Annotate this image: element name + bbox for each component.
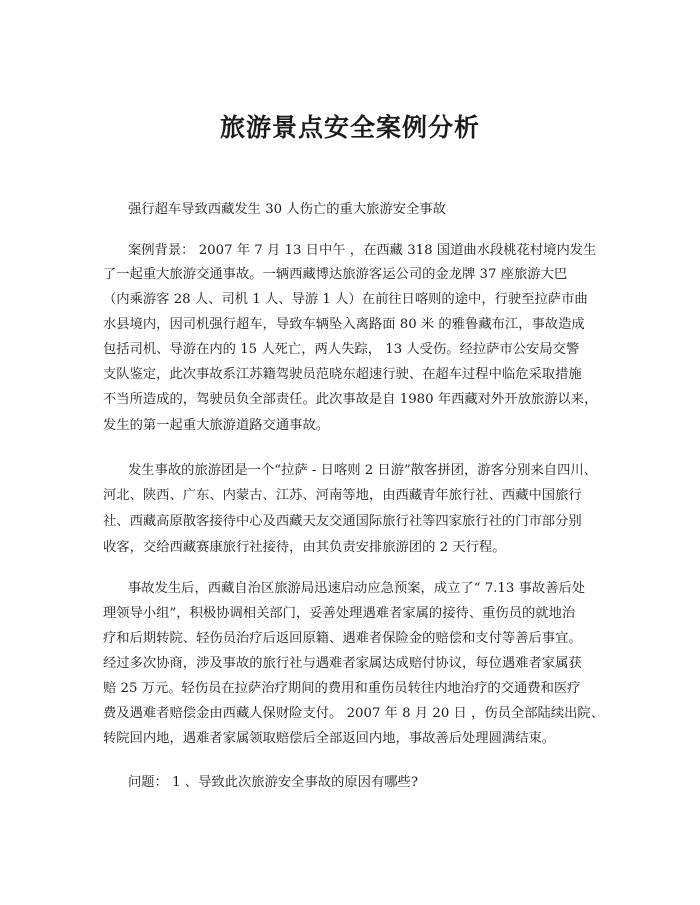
paragraph-line: （内乘游客 28 人、司机 1 人、导游 1 人）在前往日喀则的途中，行驶至拉萨市曲 [103,292,588,307]
paragraph-line: 疗和后期转院、轻伤员治疗后返回原籍、遇难者保险金的赔偿和支付等善后事宜。 [103,631,582,646]
paragraph-line: 社、西藏高原散客接待中心及西藏天友交通国际旅行社等四家旅行社的门市部分别 [103,514,582,529]
question-text: 问题： 1 、导致此次旅游安全事故的原因有哪些? [128,775,418,790]
document-title: 旅游景点安全案例分析 [219,113,480,142]
paragraph-line: 不当所造成的，驾驶员负全部责任。此次事故是自 1980 年西藏对外开放旅游以来， [103,392,598,407]
paragraph-line: 事故发生后，西藏自治区旅游局迅速启动应急预案，成立了“ 7.13 事故善后处 [128,581,586,596]
paragraph-line: 支队鉴定，此次事故系江苏籍驾驶员范晓东超速行驶、在超车过程中临危采取措施 [103,367,582,382]
paragraph-line: 包括司机、导游在内的 15 人死亡，两人失踪， 13 人受伤。经拉萨市公安局交警 [103,342,580,357]
paragraph-line: 赔 25 万元。轻伤员在拉萨治疗期间的费用和重伤员转往内地治疗的交通费和医疗 [103,681,581,696]
paragraph-line: 发生事故的旅游团是一个“拉萨 - 日喀则 2 日游”散客拼团，游客分别来自四川、 [128,463,597,478]
paragraph-line: 收客，交给西藏赛康旅行社接待，由其负责安排旅游团的 2 天行程。 [103,540,506,555]
paragraph-line: 水县境内，因司机强行超车，导致车辆坠入离路面 80 米 的雅鲁藏布江，事故造成 [103,317,585,332]
paragraph-line: 河北、陕西、广东、内蒙古、江苏、河南等地，由西藏青年旅行社、西藏中国旅行 [103,488,582,503]
paragraph-line: 了一起重大旅游交通事故。一辆西藏博达旅游客运公司的金龙牌 37 座旅游大巴 [103,267,568,282]
case-subtitle: 强行超车导致西藏发生 30 人伤亡的重大旅游安全事故 [128,202,446,217]
paragraph-line: 理领导小组”，积极协调相关部门，妥善处理遇难者家属的接待、重伤员的就地治 [103,606,576,621]
paragraph-line: 经过多次协商，涉及事故的旅行社与遇难者家属达成赔付协议，每位遇难者家属获 [103,656,582,671]
paragraph-line: 发生的第一起重大旅游道路交通事故。 [103,418,330,433]
paragraph-line: 转院回内地，遇难者家属领取赔偿后全部返回内地，事故善后处理圆满结束。 [103,731,556,746]
paragraph-line: 费及遇难者赔偿金由西藏人保财险支付。 2007 年 8 月 20 日 ，伤员全部陆续出院、 [103,706,605,721]
paragraph-line: 案例背景： 2007 年 7 月 13 日中午 ，在西藏 318 国道曲水段桃花村境内发生 [128,243,597,258]
